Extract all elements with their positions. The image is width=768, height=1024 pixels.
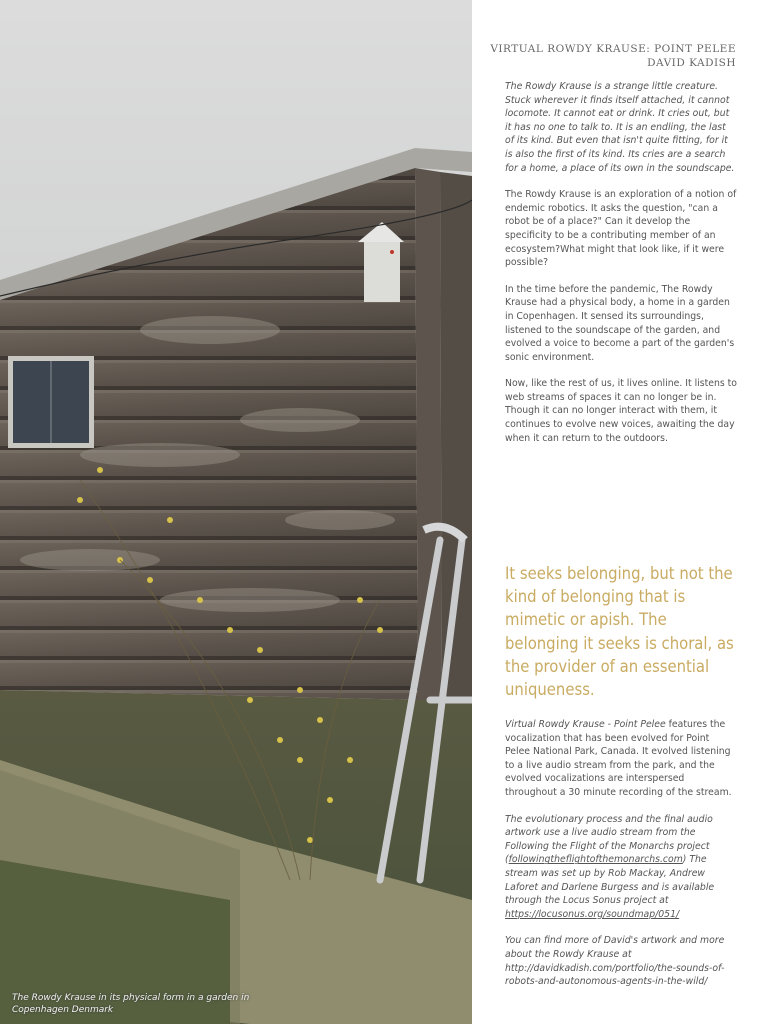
body-paragraph: In the time before the pandemic, The Rowdy Krause had a physical body, a home in a garden in Copenhagen. It sensed its surroundings, listened to the soundscape of the garden, and evolved a voice to become a part of the garden's sonic environment. bbox=[505, 283, 735, 363]
intro-paragraph: The Rowdy Krause is a strange little creature. Stuck wherever it finds itself attached, it cannot locomote. It cannot eat or drink. It cries out, but it has no one to talk to. It is an endling, the last of its kind. But even that isn't quite fitting, for it is also the first of its kind. Its cries are a search for a home, a place of its own in the soundscape. bbox=[505, 81, 735, 174]
intro-text bbox=[505, 80, 737, 458]
article-author: DAVID KADISH bbox=[647, 57, 736, 69]
process-paragraph bbox=[505, 813, 737, 922]
process-text: The evolutionary process and the final audio artwork use a live audio stream from the Following the Flight of the Monarchs project ( bbox=[505, 813, 713, 866]
work-description: features the vocalization that has been evolved for Point Pelee National Park, Canada. It evolved listening to a live audio stream from the park, and the evolved vocalizations are interspersed throughout a 30 minute recording of the stream. bbox=[505, 719, 732, 798]
article-header bbox=[490, 42, 736, 70]
work-paragraph bbox=[505, 718, 737, 800]
more-info-paragraph: You can find more of David's artwork and more about the Rowdy Krause at http://davidkadish.com/portfolio/the-sounds-of-robots-and-autonomous-agents-in-the-wild/ bbox=[505, 935, 725, 988]
photo-caption: The Rowdy Krause in its physical form in a garden in Copenhagen Denmark bbox=[12, 993, 250, 1015]
body-paragraph: Now, like the rest of us, it lives online. It listens to web streams of spaces it can no longer be in. Though it can no longer interact with them, it continues to evolve new voices, awaiting the day when it can return to the outdoors. bbox=[505, 378, 737, 444]
pull-quote: It seeks belonging, but not the kind of belonging that is mimetic or apish. The belonging it seeks is choral, as the provider of an essential uniqueness. bbox=[505, 564, 734, 700]
article-title: VIRTUAL ROWDY KRAUSE: POINT PELEE bbox=[490, 43, 736, 55]
article-column bbox=[472, 0, 768, 1024]
monarchs-link[interactable]: followingtheflightofthemonarchs.com bbox=[508, 854, 683, 866]
details-text bbox=[505, 718, 737, 1002]
process-text: ) The stream was set up by Rob Mackay, Andrew Laforet and Darlene Burgess and is available through the Locus Sonus project at bbox=[505, 854, 715, 907]
locus-sonus-link[interactable]: https://locusonus.org/soundmap/051/ bbox=[505, 908, 680, 920]
work-title: Virtual Rowdy Krause - Point Pelee bbox=[505, 719, 666, 730]
body-paragraph: The Rowdy Krause is an exploration of a notion of endemic robotics. It asks the question, "can a robot be of a place?" Can it develop the specificity to be a contributing member of an ecosystem?What might that look like, if it were possible? bbox=[505, 189, 737, 269]
